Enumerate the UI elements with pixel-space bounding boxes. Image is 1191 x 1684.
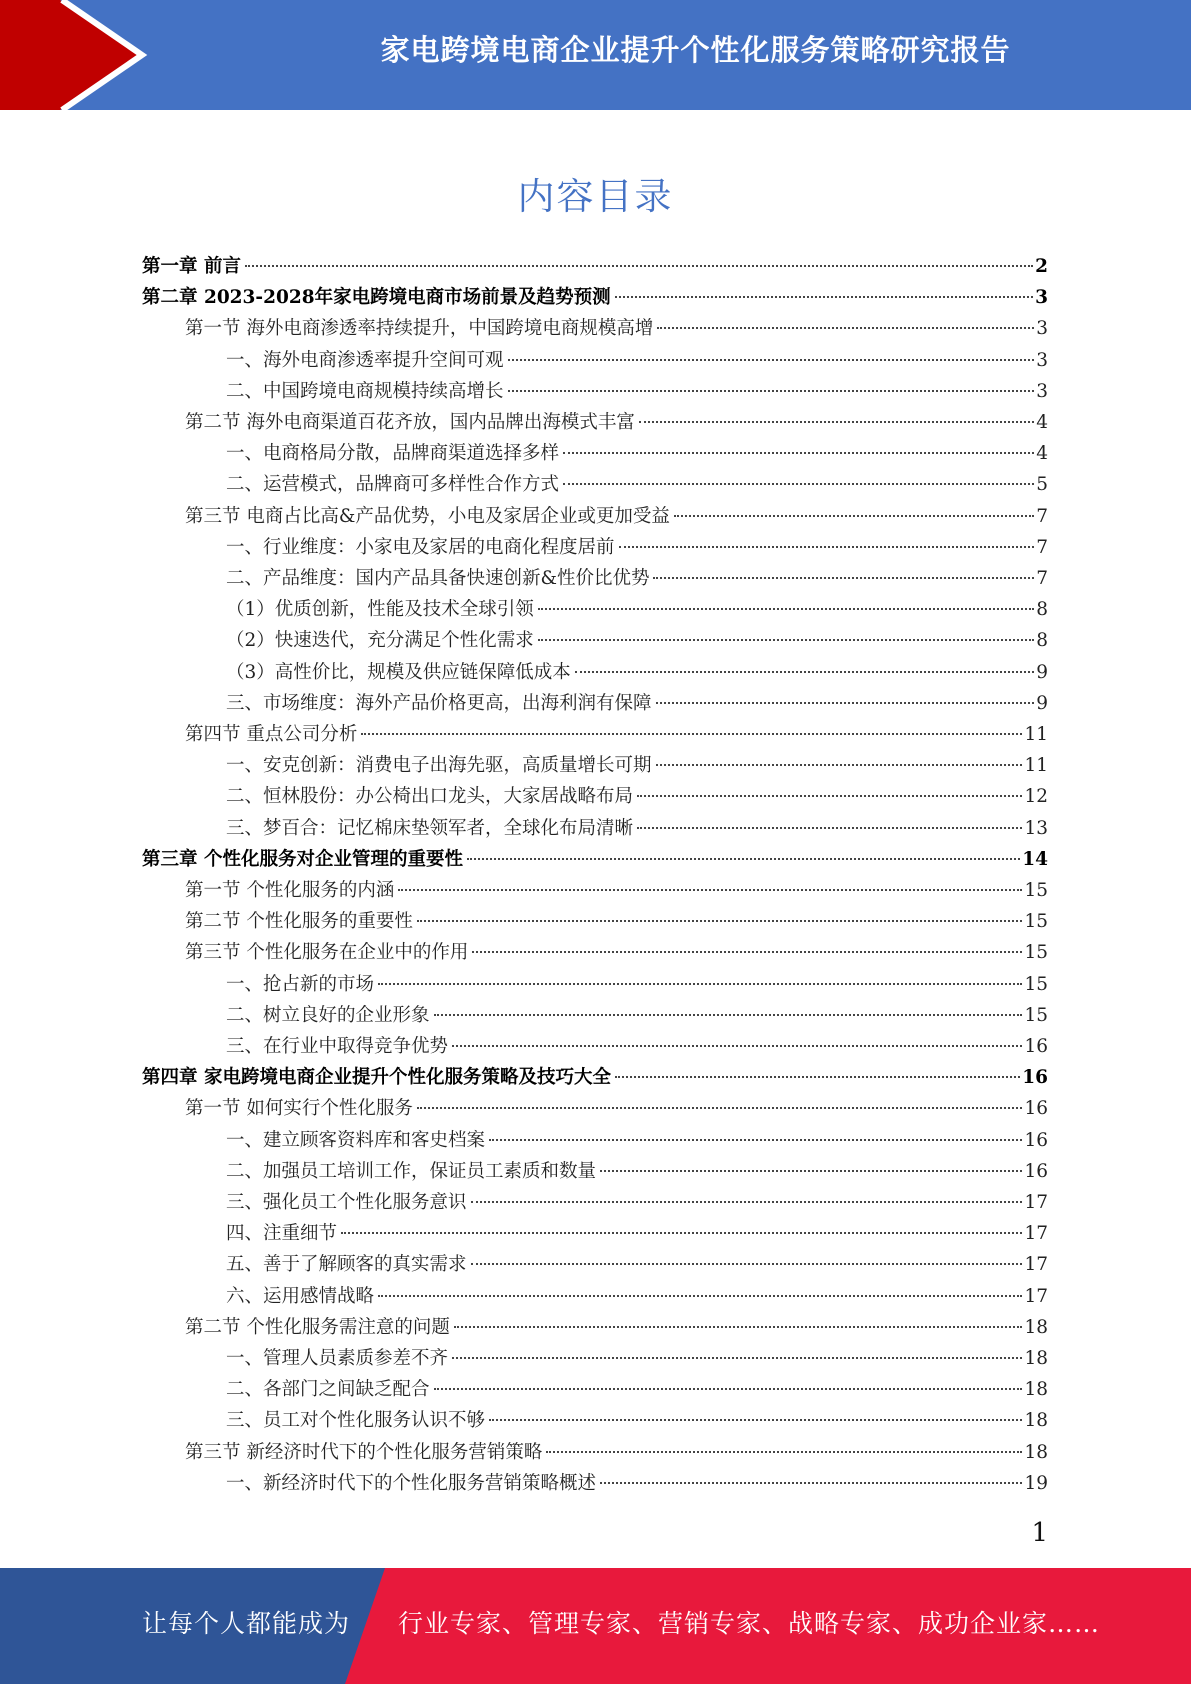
toc-dot-leader (508, 390, 1035, 392)
toc-dot-leader (657, 327, 1034, 329)
toc-entry[interactable] (142, 252, 1048, 282)
toc-entry[interactable] (142, 845, 1048, 875)
toc-entry-page: 15 (1024, 880, 1048, 901)
toc-entry-page: 16 (1022, 1067, 1048, 1089)
toc-entry-label: 第一节 海外电商渗透率持续提升，中国跨境电商规模高增 (185, 318, 654, 340)
toc-entry-label: 第二节 海外电商渠道百花齐放，国内品牌出海模式丰富 (185, 412, 635, 433)
toc-entry-label: 二、恒林股份：办公椅出口龙头，大家居战略布局 (226, 786, 634, 808)
toc-dot-leader (489, 1419, 1022, 1421)
toc-entry-label: 第二节 个性化服务的重要性 (185, 911, 413, 933)
toc-entry[interactable] (226, 1282, 1048, 1312)
toc-entry-page: 17 (1024, 1192, 1048, 1213)
toc-dot-leader (467, 858, 1020, 860)
toc-entry-page: 3 (1035, 287, 1048, 309)
toc-dot-leader (546, 1451, 1022, 1453)
toc-entry-label: 一、建立顾客资料库和客史档案 (226, 1129, 486, 1151)
toc-dot-leader (563, 483, 1034, 485)
toc-entry-label: 三、强化员工个性化服务意识 (226, 1192, 467, 1213)
toc-entry-page: 17 (1024, 1223, 1048, 1245)
toc-entry-page: 3 (1036, 318, 1048, 340)
toc-entry[interactable] (226, 751, 1048, 781)
toc-entry-label: 一、管理人员素质参差不齐 (226, 1348, 449, 1369)
toc-entry[interactable] (185, 502, 1048, 532)
toc-entry-label: 一、电商格局分散，品牌商渠道选择多样 (226, 443, 560, 465)
toc-entry-label: 第三节 新经济时代下的个性化服务营销策略 (185, 1441, 543, 1463)
toc-entry-label: 三、市场维度：海外产品价格更高，出海利润有保障 (226, 692, 652, 714)
toc-entry[interactable] (226, 658, 1048, 688)
toc-dot-leader (508, 359, 1035, 361)
toc-entry-label: 第四节 重点公司分析 (185, 724, 358, 745)
toc-dot-leader (538, 639, 1034, 641)
toc-entry[interactable] (226, 970, 1048, 1000)
toc-entry-page: 7 (1036, 536, 1048, 558)
toc-entry-label: 第一章 前言 (142, 256, 241, 277)
toc-entry-label: 六、运用感情战略 (226, 1285, 375, 1307)
toc-entry-page: 8 (1036, 599, 1048, 621)
toc-entry[interactable] (185, 938, 1048, 968)
toc-entry[interactable] (226, 533, 1048, 563)
toc-entry-label: 五、善于了解顾客的真实需求 (226, 1254, 467, 1276)
toc-entry[interactable] (226, 1469, 1048, 1499)
toc-heading: 内容目录 (517, 175, 674, 218)
toc-dot-leader (639, 421, 1034, 423)
toc-entry-label: 第三节 个性化服务在企业中的作用 (185, 942, 469, 964)
toc-dot-leader (452, 1045, 1022, 1047)
toc-entry-label: 四、注重细节 (226, 1223, 338, 1245)
toc-dot-leader (434, 1388, 1023, 1390)
toc-entry-page: 18 (1024, 1316, 1048, 1338)
toc-entry-page: 19 (1024, 1472, 1048, 1494)
toc-entry-label: 第四章 家电跨境电商企业提升个性化服务策略及技巧大全 (142, 1067, 611, 1089)
toc-entry-label: 二、运营模式，品牌商可多样性合作方式 (226, 474, 560, 496)
toc-entry[interactable] (226, 1344, 1048, 1374)
toc-dot-leader (637, 827, 1022, 829)
toc-dot-leader (454, 1326, 1023, 1328)
toc-entry[interactable] (226, 1126, 1048, 1156)
toc-dot-leader (417, 920, 1023, 922)
toc-dot-leader (245, 265, 1033, 267)
toc-entry-page: 7 (1036, 505, 1048, 527)
toc-entry-label: 第一节 如何实行个性化服务 (185, 1098, 413, 1120)
toc-entry-page: 17 (1024, 1254, 1048, 1276)
toc-entry-page: 8 (1036, 630, 1048, 652)
toc-dot-leader (471, 1263, 1023, 1265)
toc-entry-label: 二、加强员工培训工作，保证员工素质和数量 (226, 1160, 597, 1182)
toc-entry-label: 一、新经济时代下的个性化服务营销策略概述 (226, 1472, 597, 1494)
toc-dot-leader (563, 452, 1034, 454)
toc-entry-page: 11 (1024, 724, 1048, 745)
toc-dot-leader (600, 1482, 1022, 1484)
toc-entry[interactable] (226, 1375, 1048, 1405)
toc-dot-leader (489, 1139, 1022, 1141)
toc-entry[interactable] (226, 1157, 1048, 1187)
toc-entry[interactable] (185, 1438, 1048, 1468)
toc-dot-leader (637, 795, 1022, 797)
toc-entry-page: 13 (1024, 817, 1048, 839)
toc-entry[interactable] (226, 439, 1048, 469)
toc-dot-leader (361, 733, 1022, 735)
toc-entry-page: 7 (1036, 568, 1048, 589)
toc-dot-leader (538, 608, 1034, 610)
toc-entry-page: 12 (1024, 786, 1048, 808)
toc-entry-page: 11 (1024, 755, 1048, 777)
toc-entry-label: 一、抢占新的市场 (226, 973, 375, 995)
toc-entry-page: 16 (1024, 1098, 1048, 1120)
toc-dot-leader (674, 515, 1034, 517)
toc-entry-label: （3）高性价比，规模及供应链保障低成本 (226, 661, 571, 683)
toc-entry-label: 三、员工对个性化服务认识不够 (226, 1410, 486, 1432)
toc-entry[interactable] (185, 314, 1048, 344)
toc-entry-page: 4 (1036, 443, 1048, 465)
toc-dot-leader (471, 1201, 1023, 1203)
toc-entry[interactable] (226, 689, 1048, 719)
toc-entry-page: 16 (1024, 1160, 1048, 1182)
toc-dot-leader (615, 1076, 1020, 1078)
toc-entry-label: 二、各部门之间缺乏配合 (226, 1379, 430, 1401)
toc-entry-label: 一、安克创新：消费电子出海先驱，高质量增长可期 (226, 755, 652, 777)
toc-entry[interactable] (142, 1063, 1048, 1093)
toc-entry-page: 15 (1024, 911, 1048, 933)
toc-entry-page: 18 (1024, 1441, 1048, 1463)
toc-dot-leader (472, 951, 1022, 953)
toc-entry-label: 第三节 电商占比高&产品优势，小电及家居企业或更加受益 (185, 505, 670, 527)
toc-entry-label: （1）优质创新，性能及技术全球引领 (226, 599, 534, 621)
toc-entry-page: 4 (1036, 412, 1048, 433)
toc-entry-page: 18 (1024, 1379, 1048, 1401)
toc-entry[interactable] (226, 1188, 1048, 1218)
toc-entry-page: 5 (1036, 474, 1048, 496)
page-number: 1 (1031, 1518, 1048, 1548)
toc-entry-page: 18 (1024, 1348, 1048, 1369)
toc-entry[interactable] (226, 470, 1048, 500)
toc-entry[interactable] (185, 1313, 1048, 1343)
toc-entry[interactable] (226, 1250, 1048, 1280)
toc-dot-leader (434, 1014, 1023, 1016)
toc-entry-label: 第二节 个性化服务需注意的问题 (185, 1316, 450, 1338)
toc-entry-page: 17 (1024, 1285, 1048, 1307)
toc-entry[interactable] (226, 377, 1048, 407)
toc-entry[interactable] (226, 782, 1048, 812)
toc-entry-label: 二、产品维度：国内产品具备快速创新&性价比优势 (226, 568, 650, 589)
toc-entry-page: 3 (1036, 349, 1048, 371)
toc-entry-label: 第三章 个性化服务对企业管理的重要性 (142, 848, 463, 870)
toc-entry[interactable] (185, 720, 1048, 750)
footer-slogan-left: 让每个人都能成为 (142, 1609, 351, 1638)
toc-entry-page: 9 (1036, 692, 1048, 714)
toc-entry[interactable] (142, 283, 1048, 313)
toc-entry[interactable] (185, 876, 1048, 906)
toc-entry-label: （2）快速迭代，充分满足个性化需求 (226, 630, 534, 652)
toc-entry-label: 二、中国跨境电商规模持续高增长 (226, 380, 504, 402)
toc-entry-page: 9 (1036, 661, 1048, 683)
toc-entry-label: 一、行业维度：小家电及家居的电商化程度居前 (226, 536, 615, 558)
header-arrow-icon (0, 0, 200, 110)
toc-dot-leader (600, 1170, 1022, 1172)
toc-entry-label: 一、海外电商渗透率提升空间可观 (226, 349, 504, 371)
footer-bar (0, 1568, 1191, 1684)
toc-entry[interactable] (226, 1219, 1048, 1249)
toc-dot-leader (653, 577, 1034, 579)
toc-entry-page: 18 (1024, 1410, 1048, 1432)
toc-entry-page: 16 (1024, 1129, 1048, 1151)
toc-dot-leader (417, 1107, 1023, 1109)
toc-dot-leader (615, 296, 1034, 298)
toc-dot-leader (341, 1232, 1022, 1234)
toc-entry-page: 14 (1022, 848, 1048, 870)
toc-entry[interactable] (226, 1001, 1048, 1031)
toc-entry[interactable] (226, 626, 1048, 656)
toc-dot-leader (452, 1357, 1022, 1359)
toc-dot-leader (619, 546, 1035, 548)
toc-entry[interactable] (226, 1032, 1048, 1062)
toc-entry[interactable] (226, 814, 1048, 844)
toc-entry[interactable] (185, 408, 1048, 438)
toc-entry[interactable] (226, 1406, 1048, 1436)
toc-dot-leader (378, 983, 1022, 985)
report-title: 家电跨境电商企业提升个性化服务策略研究报告 (380, 33, 1011, 67)
toc-entry[interactable] (226, 346, 1048, 376)
toc-entry-page: 15 (1024, 1004, 1048, 1026)
footer-slogan-right: 行业专家、管理专家、营销专家、战略专家、成功企业家…… (398, 1609, 1101, 1638)
toc-entry-label: 二、树立良好的企业形象 (226, 1004, 430, 1026)
toc-entry-label: 三、梦百合：记忆棉床垫领军者，全球化布局清晰 (226, 817, 634, 839)
toc-entry[interactable] (185, 1094, 1048, 1124)
toc-entry[interactable] (226, 595, 1048, 625)
toc-dot-leader (656, 764, 1023, 766)
toc-dot-leader (575, 671, 1034, 673)
toc-entry-page: 16 (1024, 1036, 1048, 1057)
toc-entry-page: 2 (1035, 256, 1048, 277)
toc-entry[interactable] (185, 907, 1048, 937)
toc-dot-leader (378, 1295, 1022, 1297)
toc-entry-label: 三、在行业中取得竞争优势 (226, 1036, 449, 1057)
toc-entry-label: 第一节 个性化服务的内涵 (185, 880, 395, 901)
toc-entry-page: 15 (1024, 973, 1048, 995)
toc-entry[interactable] (226, 564, 1048, 594)
toc-entry-label: 第二章 2023-2028年家电跨境电商市场前景及趋势预测 (142, 287, 611, 309)
toc-entry-page: 15 (1024, 942, 1048, 964)
toc-dot-leader (398, 889, 1022, 891)
header-bar (0, 0, 1191, 110)
toc-entry-page: 3 (1036, 380, 1048, 402)
toc-dot-leader (656, 702, 1035, 704)
